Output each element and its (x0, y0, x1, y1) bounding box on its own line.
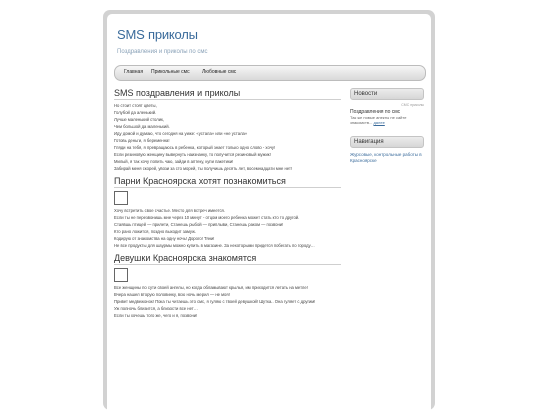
post-line: Чем большой да маленький. (114, 124, 170, 129)
post-line: Милый, я так хочу попить чаю, зайди в аптеку, купи пакетики! (114, 159, 234, 164)
post-line: Хочу встретить свое счастье. Место для встреч имеется. (114, 208, 225, 213)
main-content (114, 88, 341, 320)
post-line: Привет медвежонок! Пока ты читаешь это смс, я гуляю с твоей девушкой! Шутка.. Она гуляет с другим! (114, 299, 316, 304)
news-more-link[interactable]: далее (373, 120, 385, 125)
nav-item-home[interactable]: Главная (124, 69, 144, 75)
post-line: Если ты хочешь того же, чего и я, позвони! (114, 313, 198, 318)
photo-placeholder[interactable] (114, 268, 128, 282)
sidebar-nav-link[interactable]: Журсовые, контрольные работы в Красноярске (350, 152, 422, 163)
page-frame (103, 10, 435, 410)
post-line: Кодирую от знакомства на одну ночь! Дорого! Тяни! (114, 236, 215, 241)
post-line: Но стоит стоят цветы, (114, 103, 157, 108)
post-line: Кто рано ложится, поздно выходит замуж. (114, 229, 197, 234)
news-heading: Новости (350, 88, 424, 100)
photo-placeholder[interactable] (114, 191, 128, 205)
post-line: Готовь деньги, я беременна! (114, 138, 170, 143)
navigation-heading: Навигация (350, 136, 424, 148)
main-heading[interactable]: SMS поздравления и приколы (114, 88, 341, 100)
news-text (350, 115, 424, 125)
news-title[interactable]: Поздравления по смс (350, 109, 401, 115)
section-heading-girls[interactable]: Девушки Красноярска знакомятся (114, 253, 341, 265)
nav-bar (114, 65, 426, 81)
nav-item-love-sms[interactable]: Любовные смс (202, 69, 237, 75)
post-line: Голубой да аленький. (114, 110, 157, 115)
post-line: Если ты не перезвонишь мне через 10 минут - отцом моего ребенка может стать кто то другой. (114, 215, 300, 220)
post-line: Забирай меня скорей, увози за сто морей, ты получишь десять лет, восемнадцати мне нет! (114, 166, 293, 171)
section-heading-boys[interactable]: Парни Красноярска хотят познакомиться (114, 176, 341, 188)
news-text-body: Так же новые анекты не сайте знакомств... (350, 115, 407, 125)
site-title[interactable]: SMS приколы (117, 27, 198, 42)
post-line: Гляди на тебя, я превращаюсь в ребенка, который знает только одно слово - хочу! (114, 145, 276, 150)
post-line: Все женщины по сути своей ангелы, но когда обламывают крылья, им приходится летать на метле! (114, 285, 308, 290)
post-line: Иду домой и думаю, что сегодня на уиже: «устала» или «не устала» (114, 131, 248, 136)
post-line: Стаявшь птицей — прилети, Станешь рыбой — приплыви, Станешь раком — позвони! (114, 222, 284, 227)
post-line: Вчера нашел вторую половинку, всю ночь мерил — не моя! (114, 292, 230, 297)
post-line: Лучше маленький столик, (114, 117, 165, 122)
post-line: Уж полночь близится, а близости все нет… (114, 306, 198, 311)
nav-item-funny-sms[interactable]: Прикольные смс (151, 69, 190, 75)
post-line: Если резиновую женщину вывернуть наизнанку, то получится резиновый мужик! (114, 152, 271, 157)
page-body (107, 14, 431, 410)
sidebar (350, 88, 424, 164)
news-meta: СМС приколы (401, 103, 424, 107)
post-line: Не все продукты для шаурмы можно купить в магазине. За некоторыми придется побегать по городу… (114, 243, 315, 248)
site-description: Поздравления и приколы по смс (117, 49, 208, 55)
